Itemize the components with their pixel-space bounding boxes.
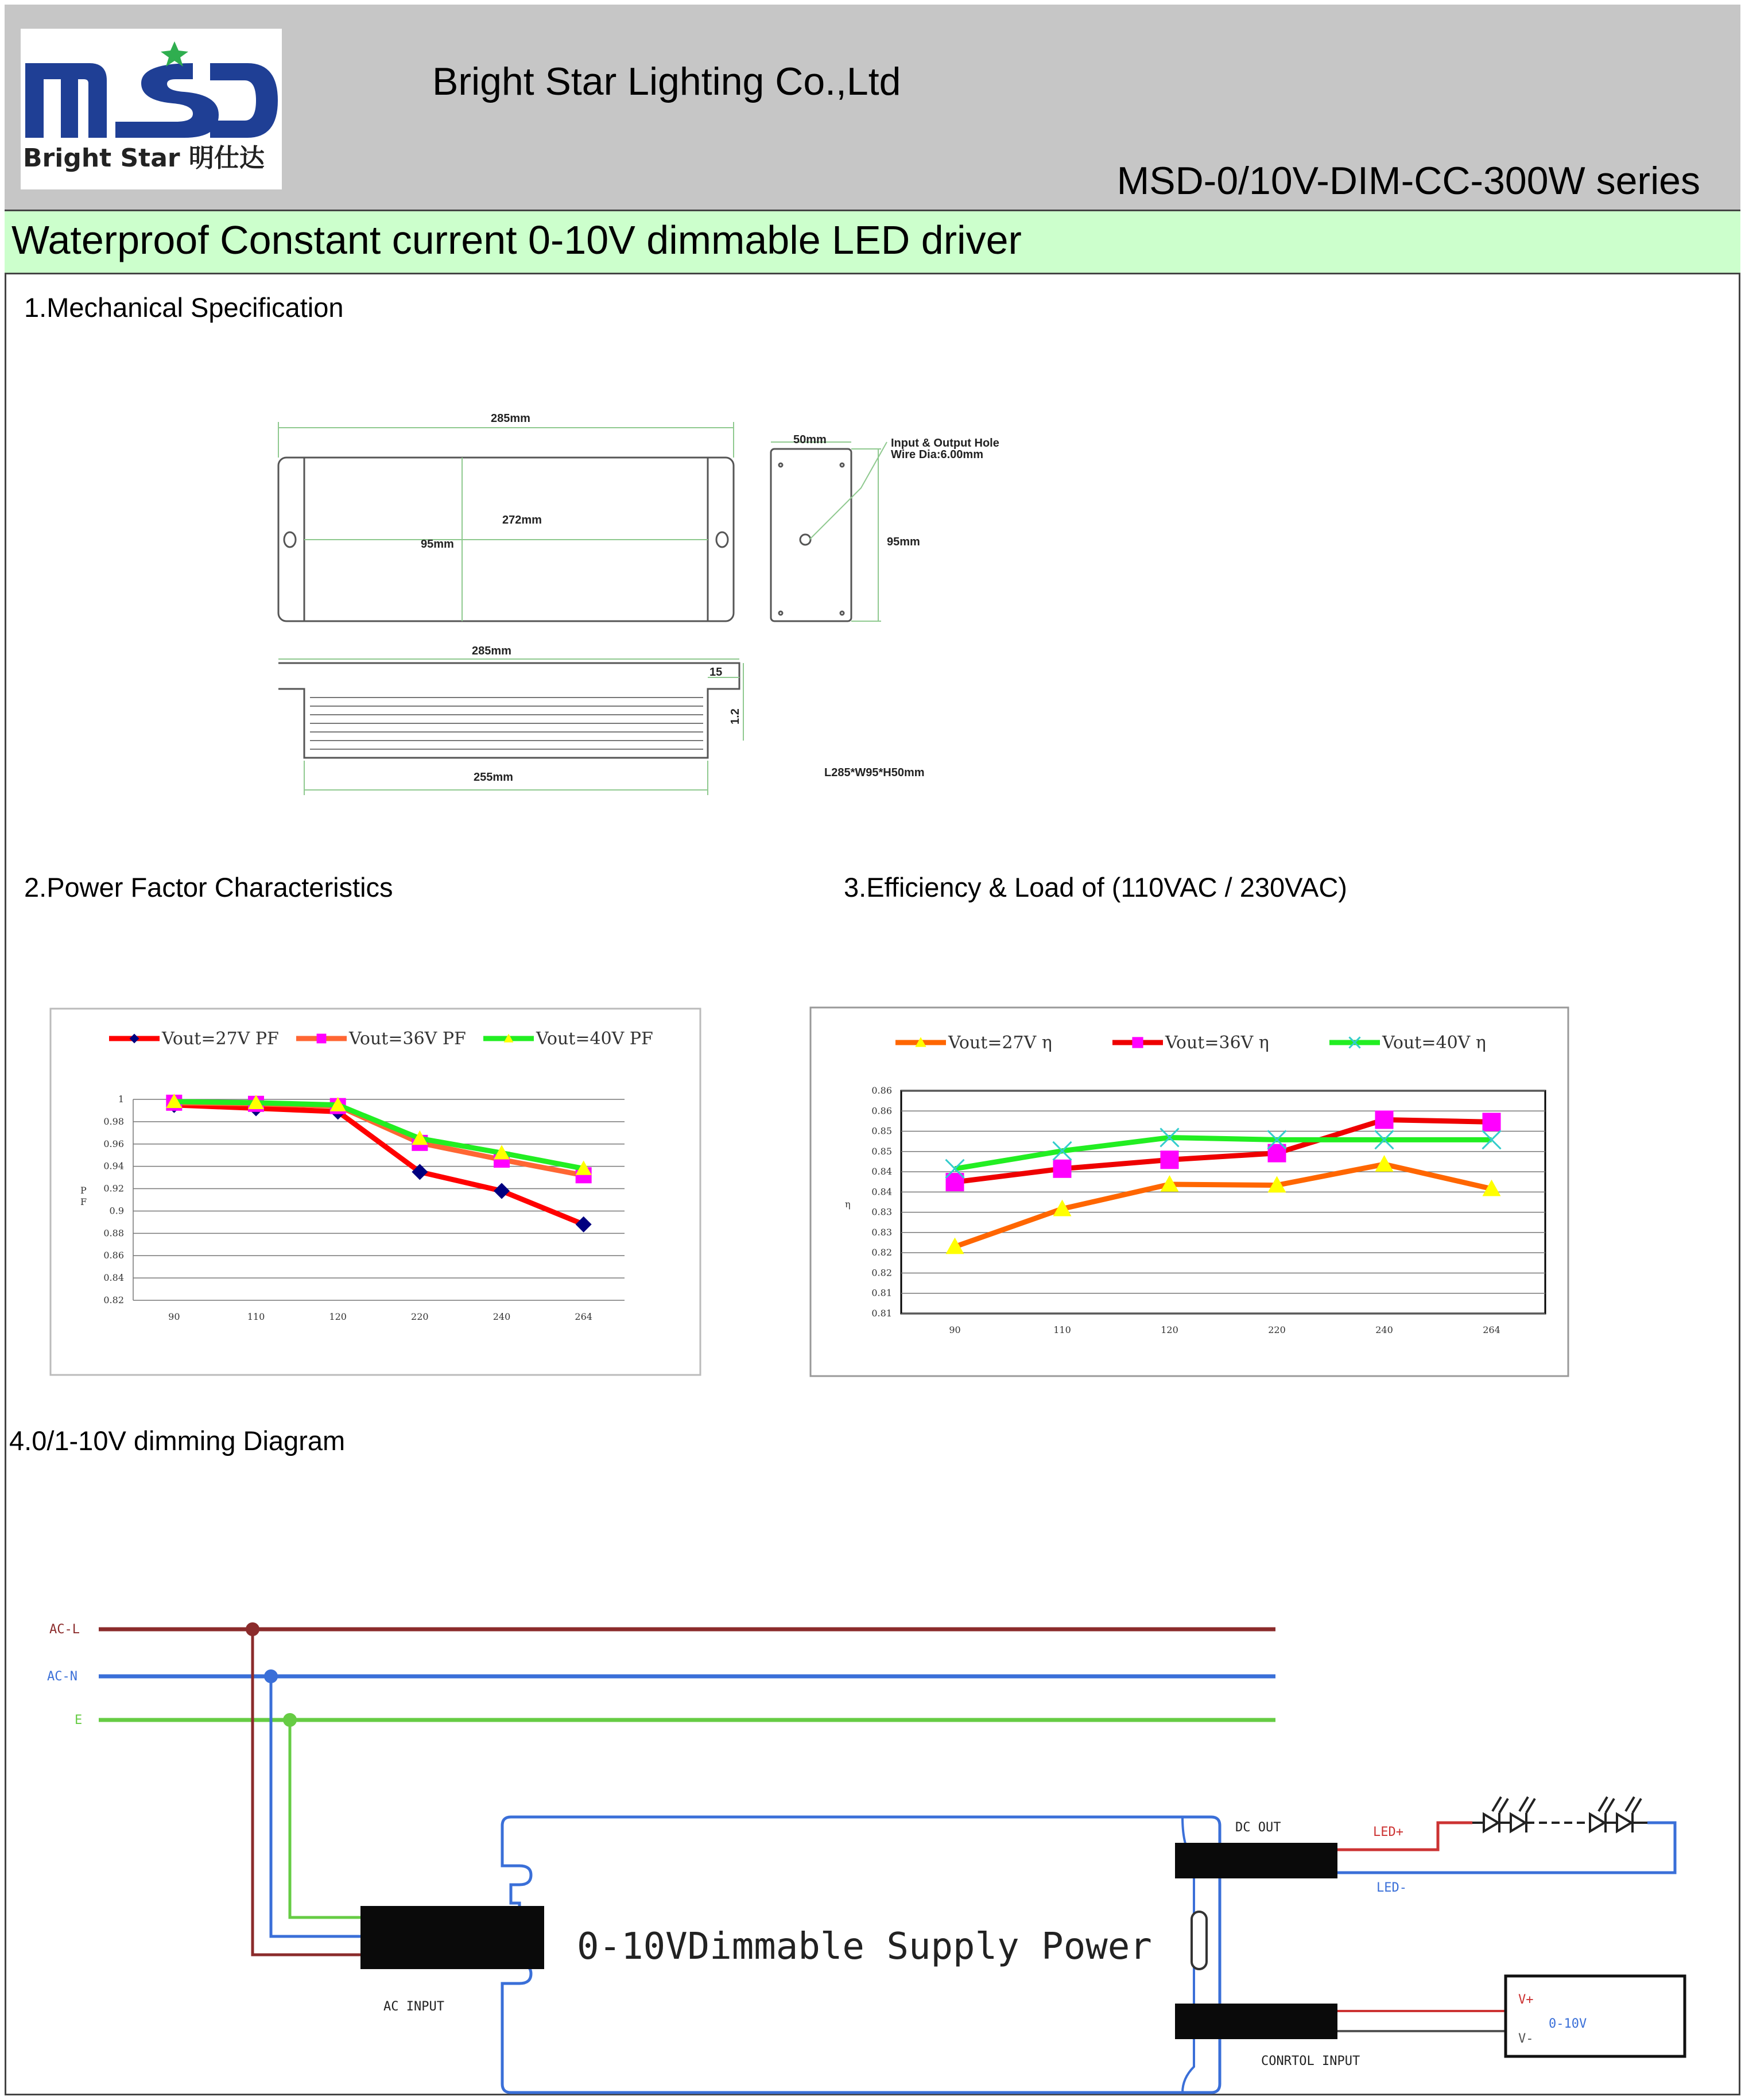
pf-y-tick-label: 0.82: [103, 1295, 124, 1305]
pf-y-tick-label: 0.94: [103, 1160, 124, 1172]
pf-legend-label: Vout=27V PF: [162, 1029, 279, 1049]
eff-legend-marker: [1132, 1037, 1143, 1048]
pf-legend-label: Vout=40V PF: [536, 1029, 653, 1049]
section-eff-title: 3.Efficiency & Load of (110VAC / 230VAC): [844, 872, 1347, 902]
eff-x-tick-label: 110: [1053, 1324, 1071, 1335]
pf-y-tick-label: 0.84: [103, 1272, 124, 1284]
dim-inner-length: 272mm: [502, 514, 542, 526]
eff-data-point: [1161, 1150, 1179, 1169]
dc-out-label: DC OUT: [1235, 1820, 1281, 1835]
eff-data-point: [1483, 1113, 1501, 1131]
dim-side-width: 50mm: [793, 433, 827, 446]
pf-x-tick-label: 240: [493, 1311, 511, 1322]
dim-top-length: 285mm: [491, 412, 530, 425]
pf-y-tick-label: 0.98: [103, 1115, 124, 1127]
eff-y-tick-label: 0.84: [871, 1166, 892, 1177]
dimmer-label: 0-10V: [1549, 2017, 1587, 2031]
driver-label: 0-10VDimmable Supply Power: [577, 1925, 1152, 1968]
eff-legend: [895, 1033, 1486, 1053]
eff-y-tick-label: 0.82: [871, 1247, 892, 1258]
dim-side-height: 95mm: [887, 536, 920, 548]
eff-legend-label: Vout=36V η: [1165, 1033, 1269, 1053]
pf-x-tick-label: 220: [411, 1311, 429, 1322]
eff-y-tick-label: 0.83: [871, 1206, 892, 1218]
overall-dimensions: L285*W95*H50mm: [824, 766, 925, 779]
eff-legend-label: Vout=27V η: [948, 1033, 1052, 1053]
pf-y-tick-label: 0.96: [103, 1138, 124, 1149]
logo-text: Bright Star 明仕达: [23, 144, 265, 173]
pf-x-tick-label: 90: [168, 1311, 180, 1322]
dim-bottom-length: 285mm: [472, 645, 511, 657]
pf-ylabel-f: F: [80, 1196, 87, 1207]
eff-x-tick-label: 240: [1375, 1324, 1393, 1335]
eff-y-tick-label: 0.85: [871, 1145, 892, 1157]
ac-input-connector: [360, 1906, 544, 1969]
eff-y-tick-label: 0.86: [871, 1105, 892, 1117]
dim-width: 95mm: [421, 538, 454, 551]
product-series: MSD-0/10V-DIM-CC-300W series: [1116, 159, 1700, 203]
pf-y-tick-label: 1: [118, 1094, 124, 1105]
eff-x-tick-label: 120: [1161, 1324, 1178, 1335]
company-name: Bright Star Lighting Co.,Ltd: [432, 60, 901, 103]
eff-y-tick-label: 0.86: [871, 1085, 892, 1096]
led-plus-label: LED+: [1373, 1825, 1403, 1839]
control-connector: [1175, 2004, 1337, 2039]
dc-out-connector: [1175, 1843, 1337, 1878]
earth-label: E: [75, 1713, 83, 1727]
eff-x-tick-label: 90: [949, 1324, 961, 1335]
section-pf-title: 2.Power Factor Characteristics: [24, 872, 393, 902]
hole-note-2: Wire Dia:6.00mm: [891, 448, 983, 461]
pf-x-tick-label: 120: [329, 1311, 347, 1322]
dim-base-length: 255mm: [474, 771, 513, 784]
control-input-label: CONRTOL INPUT: [1261, 2054, 1360, 2068]
pf-y-tick-label: 0.88: [103, 1227, 124, 1239]
v-minus-label: V-: [1518, 2032, 1534, 2046]
pf-legend-marker: [317, 1034, 327, 1044]
eff-x-tick-label: 264: [1483, 1324, 1500, 1335]
product-subtitle: Waterproof Constant current 0-10V dimmable LED driver: [11, 218, 1022, 262]
dimming-diagram: [0, 1550, 1745, 2100]
v-plus-label: V+: [1518, 1993, 1534, 2007]
ac-l-label: AC-L: [49, 1622, 80, 1637]
pf-chart: [51, 1009, 700, 1375]
section-dimming-title: 4.0/1-10V dimming Diagram: [9, 1425, 346, 1456]
eff-x-tick-label: 220: [1268, 1324, 1286, 1335]
eff-y-tick-label: 0.84: [871, 1186, 892, 1198]
dim-flange: 15: [709, 666, 723, 679]
hole-note-1: Input & Output Hole: [891, 437, 999, 450]
pf-y-tick-label: 0.86: [103, 1250, 124, 1261]
ac-input-label: AC INPUT: [383, 2000, 444, 2014]
pf-y-tick-label: 0.92: [103, 1183, 124, 1194]
eff-y-tick-label: 0.81: [871, 1287, 892, 1299]
pf-y-tick-label: 0.9: [109, 1205, 124, 1216]
eff-data-point: [1053, 1160, 1072, 1178]
eff-y-tick-label: 0.83: [871, 1226, 892, 1238]
eff-ylabel: η: [845, 1199, 851, 1210]
led-minus-label: LED-: [1376, 1881, 1407, 1895]
pf-legend: [109, 1029, 653, 1049]
pf-legend-label: Vout=36V PF: [349, 1029, 466, 1049]
eff-chart: [811, 1008, 1568, 1376]
eff-y-tick-label: 0.85: [871, 1125, 892, 1137]
pf-ylabel-p: P: [80, 1185, 87, 1196]
eff-y-tick-label: 0.82: [871, 1267, 892, 1278]
eff-legend-label: Vout=40V η: [1382, 1033, 1486, 1053]
pf-x-tick-label: 110: [247, 1311, 265, 1322]
eff-y-tick-label: 0.81: [871, 1308, 892, 1319]
ac-n-label: AC-N: [47, 1669, 77, 1684]
pf-x-tick-label: 264: [575, 1311, 592, 1322]
eff-data-point: [1375, 1110, 1394, 1129]
dim-height: 1.2: [729, 708, 742, 724]
led-string-icon: [1472, 1797, 1647, 1832]
section-mechanical-title: 1.Mechanical Specification: [24, 292, 344, 323]
side-view-body: [771, 449, 851, 621]
